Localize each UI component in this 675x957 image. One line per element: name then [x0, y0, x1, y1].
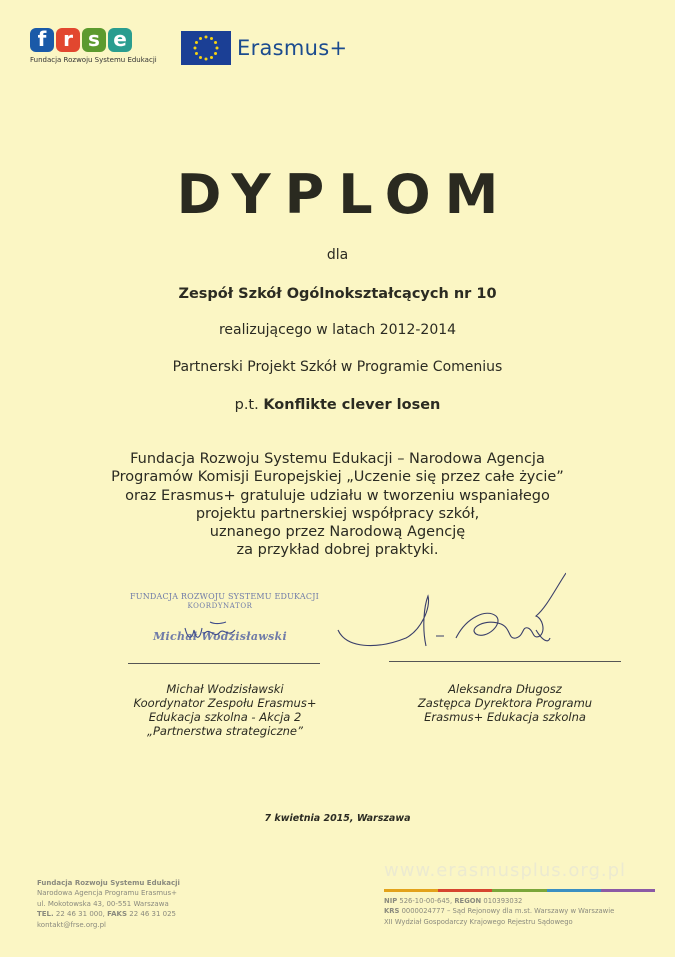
signer-line: „Partnerstwa strategiczne” — [147, 724, 303, 738]
tel-label: TEL. — [37, 910, 54, 919]
paragraph-line: projektu partnerskiej współpracy szkół, — [195, 505, 480, 522]
eu-star — [205, 36, 208, 39]
signer-line: Aleksandra Długosz — [448, 682, 562, 696]
erasmus-label: Erasmus+ — [237, 36, 348, 60]
eu-star — [214, 41, 217, 44]
frse-caption: Fundacja Rozwoju Systemu Edukacji — [30, 56, 157, 64]
color-bar-segment — [492, 889, 546, 892]
congratulation-paragraph — [0, 450, 675, 560]
project-title: Konflikte clever losen — [263, 397, 441, 413]
eu-flag-icon — [181, 31, 231, 65]
project-prefix: p.t. — [234, 397, 259, 413]
paragraph-line: oraz Erasmus+ gratuluje udziału w tworzeniu wspaniałego — [125, 487, 550, 504]
eu-star — [199, 56, 202, 59]
footer-registry — [384, 896, 614, 927]
paragraph-line: Fundacja Rozwoju Systemu Edukacji – Narodowa Agencja — [130, 451, 545, 467]
frse-letter-f: f — [30, 28, 54, 52]
eu-star — [194, 47, 197, 50]
stamp-org: FUNDACJA ROZWOJU SYSTEMU EDUKACJI — [130, 592, 319, 601]
right-signature-line — [389, 661, 621, 662]
eu-star — [214, 52, 217, 55]
paragraph-line: Programów Komisji Europejskiej „Uczenie się przez całe życie” — [111, 469, 564, 486]
signer-line: Zastępca Dyrektora Programu — [417, 696, 593, 710]
frse-letter-e: e — [108, 28, 132, 52]
footer-phone — [37, 909, 180, 919]
fax-value: 22 46 31 025 — [129, 910, 177, 919]
signer-line: Edukacja szkolna - Akcja 2 — [148, 710, 302, 724]
eu-star — [195, 52, 198, 55]
tel-value: 22 46 31 000, — [55, 910, 105, 919]
nip-value: 526-10-00-645, — [399, 897, 453, 905]
footer-court: XII Wydział Gospodarczy Krajowego Rejestru Sądowego — [384, 917, 573, 926]
regon-value: 010393032 — [483, 897, 523, 905]
footer-org-name: Fundacja Rozwoju Systemu Edukacji — [37, 879, 180, 887]
footer-krs — [384, 906, 614, 916]
footer-line: ul. Mokotowska 43, 00-551 Warszawa — [37, 899, 169, 908]
footer-contact — [37, 878, 180, 930]
color-bar-segment — [547, 889, 601, 892]
signer-line: Erasmus+ Edukacja szkolna — [424, 710, 586, 724]
left-signature-line — [128, 663, 320, 664]
eu-star — [216, 47, 219, 50]
frse-letter-s: s — [82, 28, 106, 52]
color-bar-segment — [438, 889, 492, 892]
diploma-title: DYPLOM — [176, 163, 513, 226]
dla-label: dla — [326, 247, 349, 263]
school-name: Zespół Szkół Ogólnokształcących nr 10 — [178, 286, 497, 302]
eu-star — [199, 37, 202, 40]
eu-star — [205, 58, 208, 61]
program-text: Partnerski Projekt Szkół w Programie Comenius — [172, 359, 503, 375]
right-signer — [380, 682, 630, 724]
krs-label: KRS — [384, 907, 400, 916]
project-line — [0, 397, 675, 413]
footer-email: kontakt@frse.org.pl — [37, 920, 106, 929]
eu-star — [195, 41, 198, 44]
eu-star — [210, 37, 213, 40]
footer-line: Narodowa Agencja Programu Erasmus+ — [37, 889, 177, 898]
frse-letters — [30, 28, 150, 52]
right-signature-icon — [336, 568, 566, 668]
footer-nip-regon — [384, 896, 614, 906]
nip-label: NIP — [384, 897, 398, 905]
signer-line: Michał Wodzisławski — [166, 682, 284, 696]
paragraph-line: za przykład dobrej praktyki. — [236, 542, 439, 559]
stamp-name: Michał Wodzisławski — [153, 630, 287, 643]
krs-value: 0000024777 – Sąd Rejonowy dla m.st. Warszawy w Warszawie — [401, 907, 615, 916]
period-text: realizującego w latach 2012-2014 — [218, 322, 457, 338]
signer-line: Koordynator Zespołu Erasmus+ — [133, 696, 317, 710]
left-signer — [100, 682, 350, 738]
erasmus-logo — [181, 31, 347, 65]
footer-url: www.erasmusplus.org.pl — [384, 860, 627, 881]
footer-color-bar — [384, 889, 655, 892]
frse-letter-r: r — [56, 28, 80, 52]
frse-logo — [30, 27, 157, 70]
left-signature-icon — [180, 618, 250, 648]
color-bar-segment — [384, 889, 438, 892]
paragraph-line: uznanego przez Narodową Agencję — [209, 524, 466, 541]
regon-label: REGON — [454, 897, 482, 905]
color-bar-segment — [601, 889, 655, 892]
stamp-role: KOORDYNATOR — [187, 602, 253, 610]
eu-star — [210, 56, 213, 59]
fax-label: FAKS — [107, 910, 128, 919]
date-place: 7 kwietnia 2015, Warszawa — [264, 813, 411, 824]
